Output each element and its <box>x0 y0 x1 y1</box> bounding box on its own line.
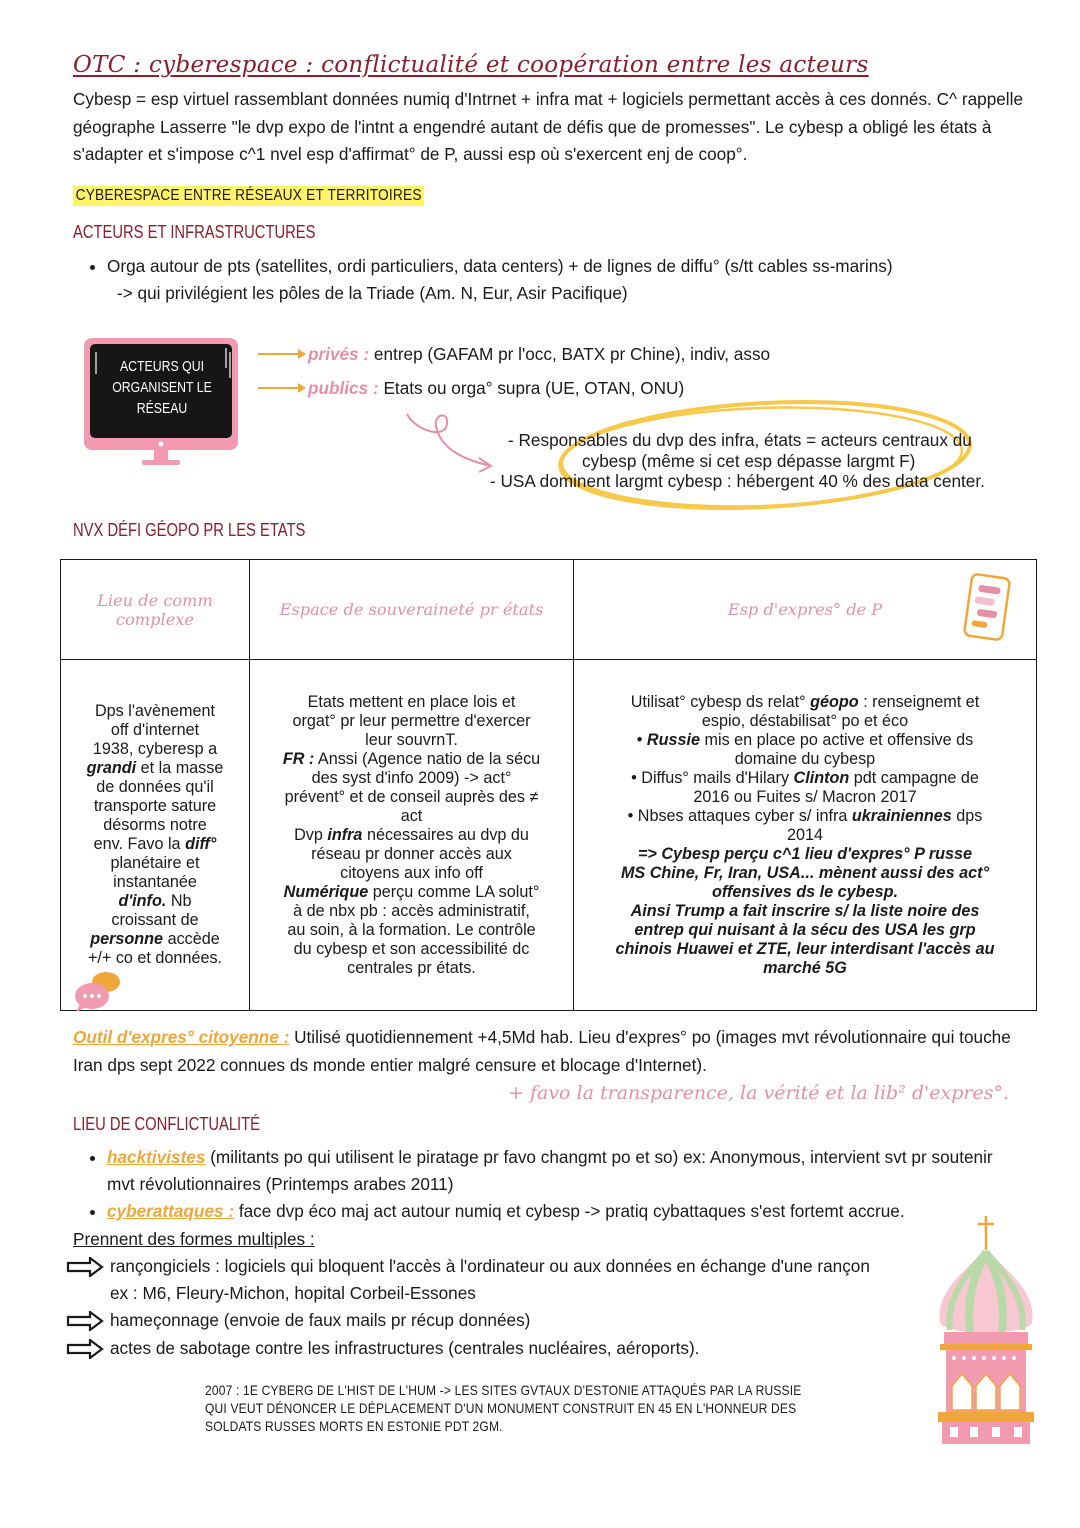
arrow-icons <box>258 346 308 398</box>
form-rancongiciels-ex: ex : M6, Fleury-Michon, hopital Corbeil-Essones <box>110 1283 476 1303</box>
bullet-infra-sub: -> qui privilégient les pôles de la Triade (Am. N, Eur, Asir Pacifique) <box>117 283 628 303</box>
prives-label: privés : <box>308 344 370 364</box>
page-title: OTC : cyberespace : conflictualité et coopération entre les acteurs <box>73 52 869 78</box>
bullet-cyberattaques: • cyberattaques : face dvp éco maj act autour numiq et cybesp -> pratiq cybattaques s'est fortemt accrue. <box>107 1198 1023 1225</box>
handwritten-note: + favo la transparence, la vérité et la lib² d'expres°. <box>508 1082 1009 1104</box>
prives-text: entrep (GAFAM pr l'occ, BATX pr Chine), indiv, asso <box>373 344 771 364</box>
phone-chat-icon <box>958 572 1016 642</box>
bullet-hacktivistes: • hacktivistes (militants po qui utilisent le piratage pr favo changmt po et so) ex: Anonymous, intervient svt pr soutenir mvt révolutionnaires (Printemps arabes 2011) <box>107 1144 1023 1198</box>
outil-paragraph <box>73 1024 1023 1079</box>
note-block <box>490 430 1035 492</box>
form-hameconnage: hameçonnage (envoie de faux mails pr récup données) <box>66 1307 530 1334</box>
bullet-infra <box>73 253 1033 307</box>
subheading-acteurs: ACTEURS ET INFRASTRUCTURES <box>73 222 316 242</box>
header-expres-p: Esp d'expres° de P <box>574 560 1037 660</box>
form-rancongiciels: rançongiciels : logiciels qui bloquent l'accès à l'ordinateur ou aux données en échange d'une rançon <box>66 1253 966 1280</box>
header-lieu-comm: Lieu de comm complexe <box>61 560 250 660</box>
arrow-right-icon <box>66 1257 104 1277</box>
form-sabotage: actes de sabotage contre les infrastructures (centrales nucléaires, aéroports). <box>66 1335 699 1362</box>
section-heading-reseaux: CYBERESPACE ENTRE RÉSEAUX ET TERRITOIRES <box>73 186 424 206</box>
subheading-defi: NVX DÉFI GÉOPO PR LES ETATS <box>73 520 306 540</box>
subheading-conflictualite: LIEU DE CONFLICTUALITÉ <box>73 1114 260 1134</box>
cell-souverainete: Etats mettent en place lois et orgat° pr leur permettre d'exercer leur souvrnT. FR : Anssi (Agence natio de la sécu des syst d'info 2009) -> act° prévent° et de conseil auprès des ≠ act Dvp infra nécessaires au dvp du réseau pr donner accès aux citoyens aux info off Numérique perçu comme LA solut° à de nbx pb : accès administratif, au soin, à la formation. Le contrôle du cybesp et son accessibilité dc centrales pr états. <box>250 660 574 1011</box>
publics-label: publics : <box>308 378 379 398</box>
conflict-bullets <box>73 1144 1023 1225</box>
chat-bubble-icon <box>72 970 124 1014</box>
cell-lieu-comm: Dps l'avènement off d'internet 1938, cyberesp a grandi et la masse de données qu'il transporte sature désorms notre env. Favo la diff° planétaire et instantanée d'info. Nb croissant de personne accède +/+ co et données. <box>61 660 250 1011</box>
outil-label: Outil d'expres° citoyenne : <box>73 1027 290 1047</box>
onion-dome-icon <box>930 1214 1042 1454</box>
footnote-estonie: 2007 : 1E CYBERG DE L'HIST DE L'HUM -> LES SITES GVTAUX D'ESTONIE ATTAQUÉS PAR LA RUSSIE QUI VEUT DÉNONCER LE DÉPLACEMENT D'UN MONUMENT CONSTRUIT EN 45 EN L'HONNEUR DES SOLDATS RUSSES MORTS EN ESTONIE PDT 2GM. <box>205 1382 802 1434</box>
bullet-infra-text: • Orga autour de pts (satellites, ordi particuliers, data centers) + de lignes de diffu° (s/tt cables ss-marins) <box>107 253 1033 280</box>
prives-line <box>308 342 770 366</box>
arrow-right-icon <box>66 1311 104 1331</box>
note-line-1: - Responsables du dvp des infra, états = acteurs centraux du <box>508 430 972 450</box>
intro-paragraph: Cybesp = esp virtuel rassemblant données numiq d'Intrnet + infra mat + logiciels permettant accès à ces donnés. C^ rappelle géographe Lasserre "le dvp expo de l'intnt a engendré autant de défis que de promesses". Le cybesp a obligé les états à s'adapter et s'impose c^1 nvel esp d'affirmat° de P, aussi esp où s'exercent enj de coop°. <box>73 89 1024 164</box>
note-line-2: cybesp (même si cet esp dépasse largmt F) <box>582 450 916 471</box>
curly-arrow-icon <box>395 400 495 475</box>
publics-text: Etats ou orga° supra (UE, OTAN, ONU) <box>383 378 685 398</box>
monitor-label: ACTEURS QUI ORGANISENT LE RÉSEAU <box>112 358 212 417</box>
outil-text: Utilisé quotidiennement +4,5Md hab. Lieu d'expres° po (images mvt révolutionnaire qui touche Iran dps sept 2022 connues ds monde entier malgré censure et blocage d'Internet). <box>73 1027 1011 1075</box>
forms-heading: Prennent des formes multiples : <box>73 1229 315 1249</box>
header-souverainete: Espace de souveraineté pr états <box>250 560 574 660</box>
arrow-right-icon <box>66 1339 104 1359</box>
note-line-3: - USA dominent largmt cybesp : hébergent 40 % des data center. <box>490 471 985 491</box>
cell-expres-p: Utilisat° cybesp ds relat° géopo : renseignemt et espio, déstabilisat° po et éco • Russie mis en place po active et offensive ds domaine du cybesp • Diffus° mails d'Hilary Clinton pdt campagne de 2016 ou Fuites s/ Macron 2017 • Nbses attaques cyber s/ infra ukrainiennes dps 2014 => Cybesp perçu c^1 lieu d'expres° P russe MS Chine, Fr, Iran, USA... mènent aussi des act° offensives ds le cybesp. Ainsi Trump a fait inscrire s/ la liste noire des entrep qui nuisant à la sécu des USA les grp chinois Huawei et ZTE, leur interdisant l'accès au marché 5G <box>574 660 1037 1011</box>
defis-table <box>60 559 1037 1011</box>
